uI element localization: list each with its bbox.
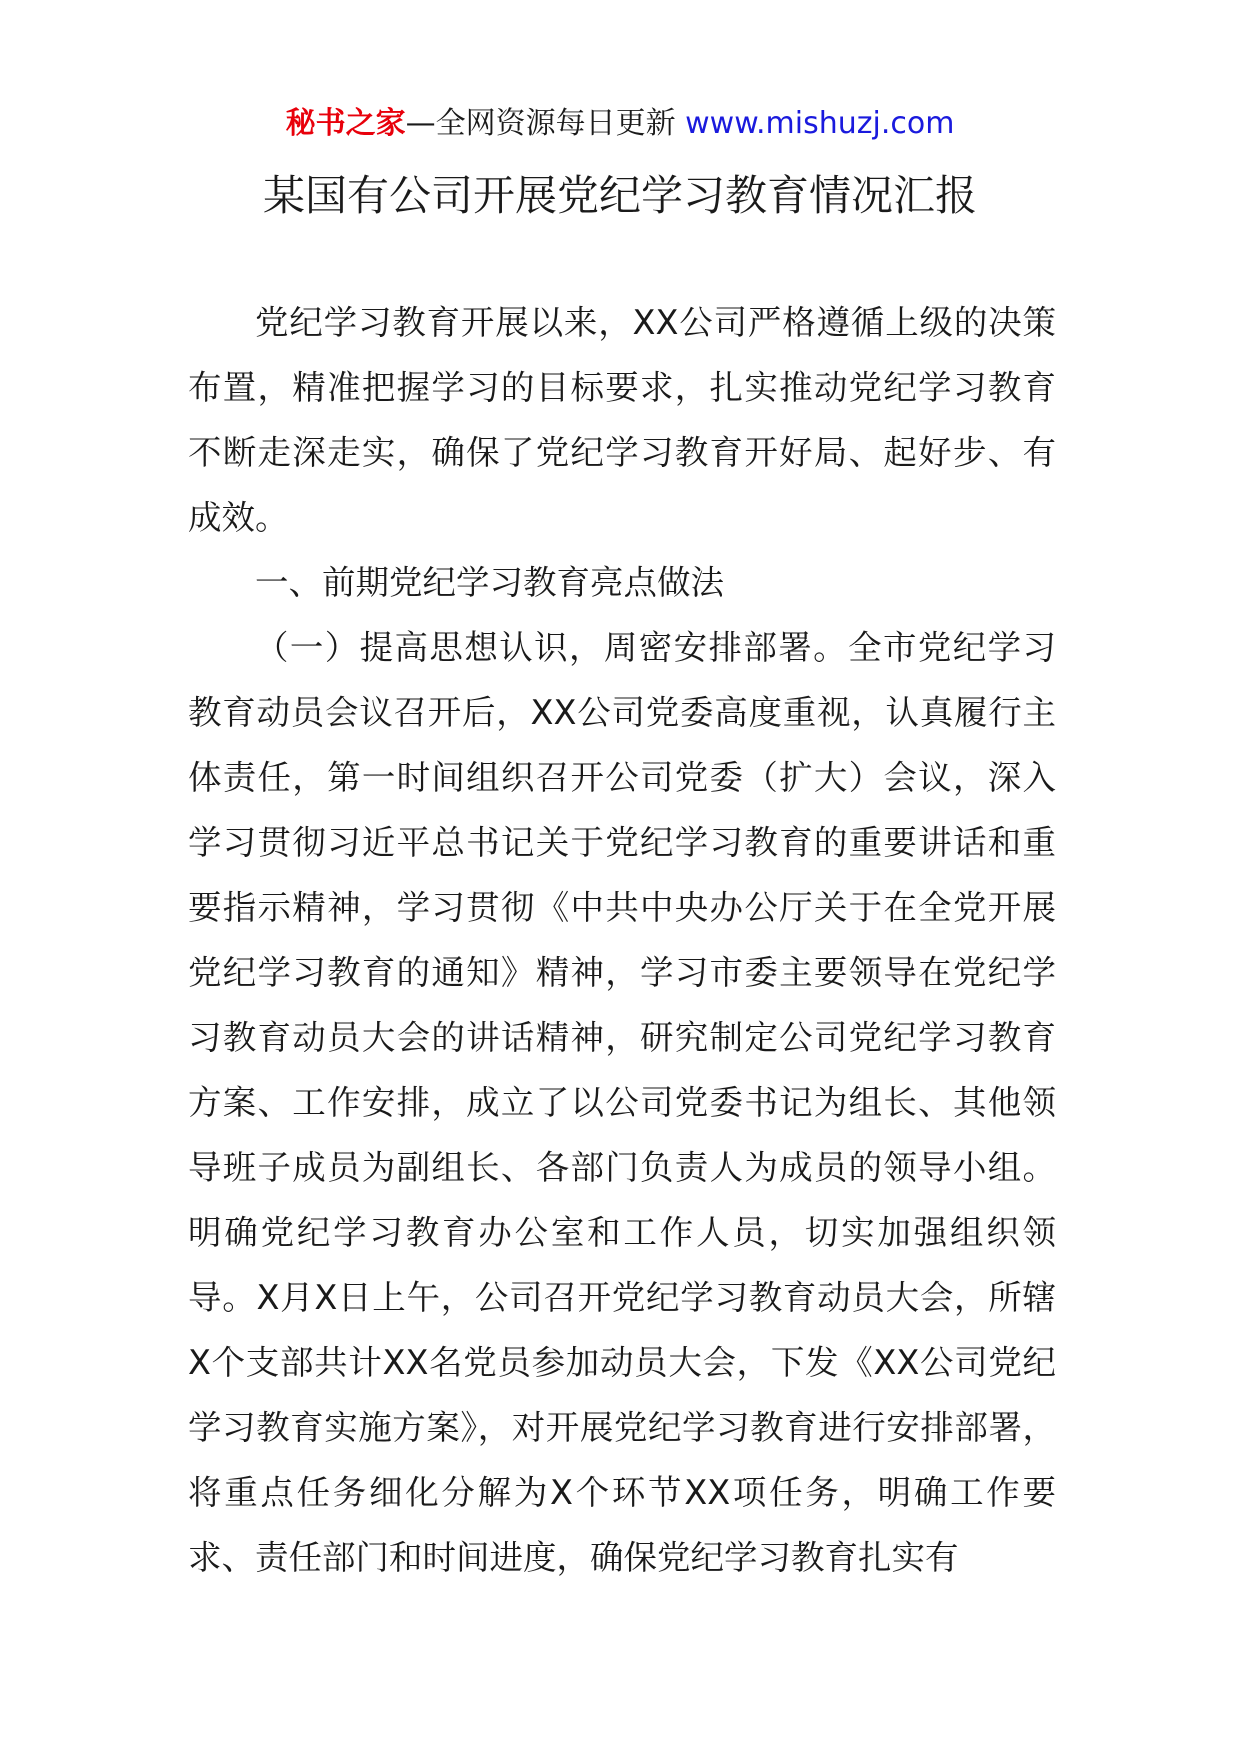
brand-name: 秘书之家	[285, 106, 406, 141]
header-tagline: —全网资源每日更新	[405, 106, 676, 141]
body-paragraph: （一）提高思想认识，周密安排部署。全市党纪学习教育动员会议召开后，XX公司党委高度重视，认真履行主体责任，第一时间组织召开公司党委（扩大）会议，深入学习贯彻习近平总书记关于党纪学习教育的重要讲话和重要指示精神，学习贯彻《中共中央办公厅关于在全党开展党纪学习教育的通知》精神，学习市委主要领导在党纪学习教育动员大会的讲话精神，研究制定公司党纪学习教育方案、工作安排，成立了以公司党委书记为组长、其他领导班子成员为副组长、各部门负责人为成员的领导小组。明确党纪学习教育办公室和工作人员，切实加强组织领导。X月X日上午，公司召开党纪学习教育动员大会，所辖X个支部共计XX名党员参加动员大会，下发《XX公司党纪学习教育实施方案》，对开展党纪学习教育进行安排部署，将重点任务细化分解为X个环节XX项任务，明确工作要求、责任部门和时间进度，确保党纪学习教育扎实有	[188, 628, 1056, 1577]
document-body	[188, 290, 1056, 1590]
watermark-header	[0, 104, 1240, 144]
site-url-link[interactable]: www.mishuzj.com	[685, 106, 955, 141]
intro-paragraph: 党纪学习教育开展以来，XX公司严格遵循上级的决策布置，精准把握学习的目标要求，扎实推动党纪学习教育不断走深走实，确保了党纪学习教育开好局、起好步、有成效。	[188, 303, 1056, 537]
document-title: 某国有公司开展党纪学习教育情况汇报	[262, 171, 977, 220]
section-heading: 一、前期党纪学习教育亮点做法	[255, 563, 724, 602]
